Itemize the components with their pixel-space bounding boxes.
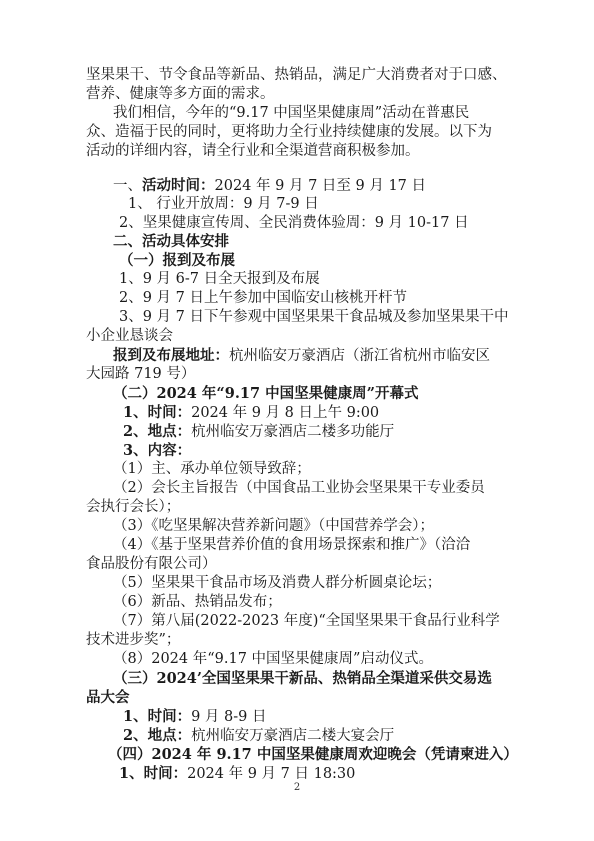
text-line xyxy=(113,650,433,669)
text-line xyxy=(123,726,394,746)
text-line xyxy=(86,688,130,708)
text-run: （6）新品、热销品发布； xyxy=(113,594,282,610)
text-run: 2、坚果健康宣传周、全民消费体验周：9 月 10-17 日 xyxy=(119,215,469,231)
text-run: （1）主、承办单位领导致辞； xyxy=(113,461,311,477)
text-run: （5）坚果果干食品市场及消费人群分析圆桌论坛； xyxy=(113,575,442,591)
text-run: 杭州临安万豪酒店二楼大宴会厅 xyxy=(191,728,395,744)
bold-text-run: 品大会 xyxy=(86,689,130,706)
bold-text-run: 1、时间： xyxy=(123,708,192,725)
text-line xyxy=(86,555,217,574)
bold-text-run: 1、时间： xyxy=(119,765,188,782)
text-line xyxy=(108,745,518,765)
text-run: 1、9 月 6-7 日全天报到及布展 xyxy=(119,271,320,287)
text-run: 杭州临安万豪酒店二楼多功能厅 xyxy=(191,424,395,440)
bold-text-run: 二、活动具体安排 xyxy=(113,233,229,250)
bold-text-run: 活动时间： xyxy=(142,177,215,194)
text-line xyxy=(86,66,507,85)
text-run: （7）第八届(2022-2023 年度)“全国坚果果干食品行业科学 xyxy=(113,613,500,629)
text-line xyxy=(123,422,394,442)
page-number: 2 xyxy=(293,782,301,793)
text-run: 2024 年 9 月 7 日至 9 月 17 日 xyxy=(214,178,427,194)
bold-text-run: （一）报到及布展 xyxy=(119,252,235,269)
text-line xyxy=(113,176,426,196)
text-line xyxy=(119,289,407,308)
text-line xyxy=(113,574,441,593)
text-line xyxy=(113,593,282,612)
text-run: 9 月 8-9 日 xyxy=(191,709,267,725)
text-line xyxy=(86,365,195,384)
text-line xyxy=(113,346,490,366)
text-line xyxy=(113,536,470,555)
text-line xyxy=(86,142,420,161)
text-run: 营养、健康等多方面的需求。 xyxy=(86,86,275,102)
text-run: （4）《基于坚果营养价值的食用场景探索和推广》（洽洽 xyxy=(113,537,471,553)
text-run: 我们相信，今年的“9.17 中国坚果健康周”活动在普惠民 xyxy=(113,105,470,121)
text-run: 众、造福于民的同时，更将助力全行业持续健康的发展。以下为 xyxy=(86,124,492,140)
text-run: 技术进步奖”； xyxy=(86,632,181,648)
bold-text-run: 2、地点： xyxy=(123,423,192,440)
text-line xyxy=(113,479,485,498)
text-line xyxy=(113,612,500,631)
text-line xyxy=(113,104,469,123)
text-line xyxy=(86,123,492,142)
bold-text-run: 报到及布展地址： xyxy=(113,347,229,364)
bold-text-run: （二）2024 年“9.17 中国坚果健康周”开幕式 xyxy=(113,385,419,402)
text-run: 2024 年 9 月 8 日上午 9:00 xyxy=(191,405,380,421)
text-line xyxy=(113,232,229,252)
text-run: 坚果果干、节令食品等新品、热销品，满足广大消费者对于口感、 xyxy=(86,67,507,83)
text-run: 活动的详细内容，请全行业和全渠道营商积极参加。 xyxy=(86,143,420,159)
text-run: 3、9 月 7 日下午参观中国坚果果干食品城及参加坚果果干中 xyxy=(119,309,509,325)
text-run: 一、 xyxy=(113,178,142,194)
text-run: （3）《吃坚果解决营养新问题》（中国营养学会）； xyxy=(113,518,434,534)
text-line xyxy=(123,403,379,423)
bold-text-run: 3、内容： xyxy=(123,442,192,459)
text-line xyxy=(119,214,469,233)
text-line xyxy=(86,631,180,650)
bold-text-run: （三）2024’全国坚果果干新品、热销品全渠道采供交易选 xyxy=(113,670,492,687)
text-line xyxy=(119,251,235,271)
text-run: 大园路 719 号） xyxy=(86,366,196,382)
text-line xyxy=(113,517,434,536)
text-line xyxy=(113,384,418,404)
text-run: 小企业恳谈会 xyxy=(86,328,173,344)
text-run: 食品股份有限公司） xyxy=(86,556,217,572)
text-run: 1、 行业开放周：9 月 7-9 日 xyxy=(128,196,319,212)
text-run: 会执行会长）； xyxy=(86,499,181,515)
text-run: 2、9 月 7 日上午参加中国临安山核桃开杆节 xyxy=(119,290,408,306)
text-run: 杭州临安万豪酒店（浙江省杭州市临安区 xyxy=(229,348,490,364)
bold-text-run: 1、时间： xyxy=(123,404,192,421)
text-line xyxy=(123,707,267,727)
text-line xyxy=(128,195,319,214)
text-line xyxy=(86,85,275,104)
text-run: （8）2024 年“9.17 中国坚果健康周”启动仪式。 xyxy=(113,651,433,667)
text-line xyxy=(86,327,173,346)
bold-text-run: （四）2024 年 9.17 中国坚果健康周欢迎晚会（凭请柬进入） xyxy=(108,746,518,763)
text-line xyxy=(113,669,492,689)
text-line xyxy=(119,270,320,289)
text-line xyxy=(119,308,509,327)
text-line xyxy=(119,764,355,784)
text-run: （2）会长主旨报告（中国食品工业协会坚果果干专业委员 xyxy=(113,480,485,496)
text-line xyxy=(113,460,311,479)
text-run: 2024 年 9 月 7 日 18:30 xyxy=(187,766,356,782)
bold-text-run: 2、地点： xyxy=(123,727,192,744)
text-line xyxy=(86,498,180,517)
text-line xyxy=(123,441,191,461)
